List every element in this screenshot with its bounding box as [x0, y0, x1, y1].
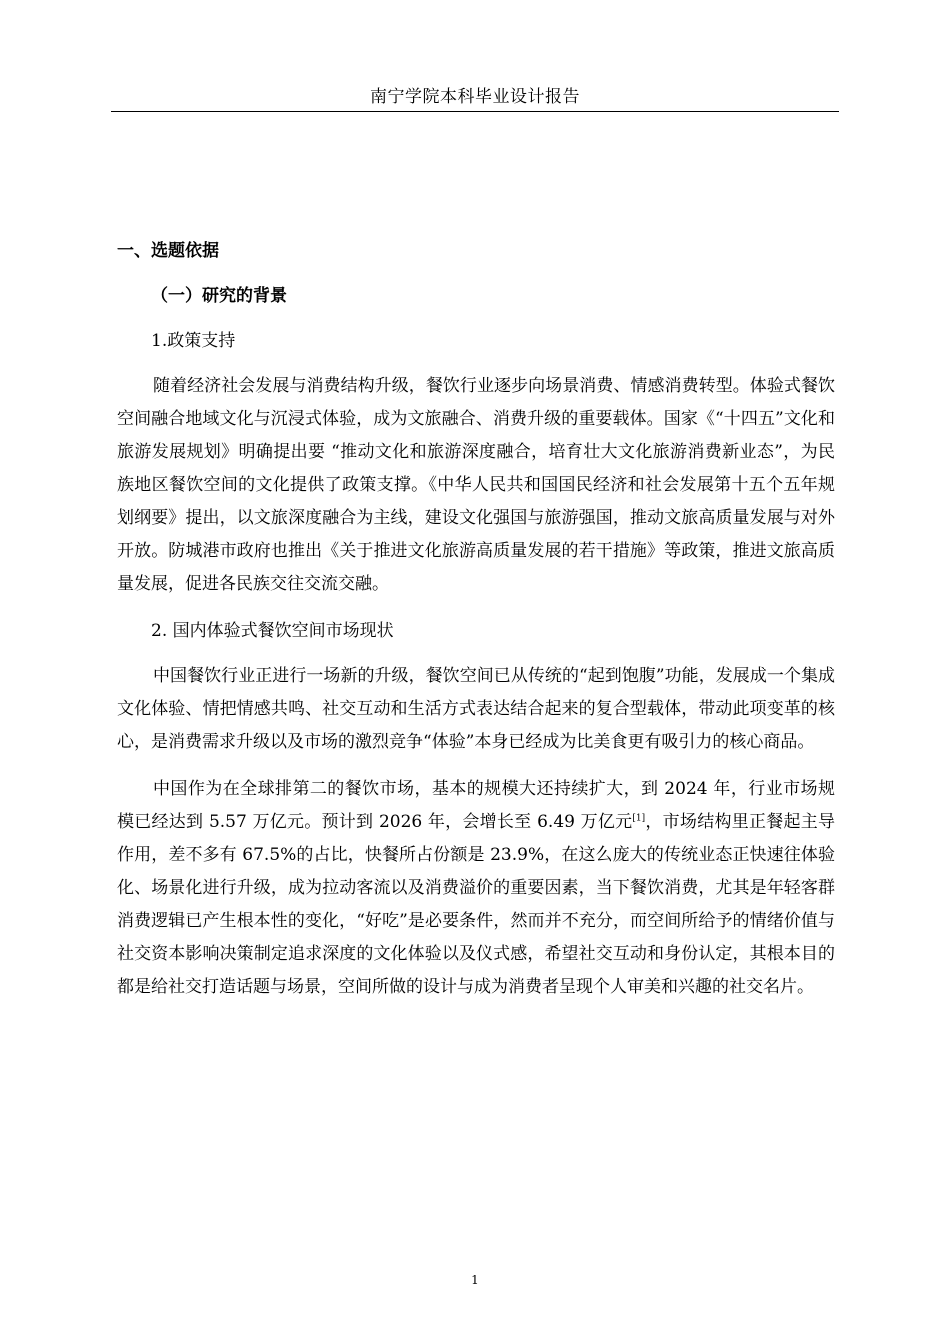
paragraph-policy: 随着经济社会发展与消费结构升级，餐饮行业逐步向场景消费、情感消费转型。体验式餐饮空间融合地域文化与沉浸式体验，成为文旅融合、消费升级的重要载体。国家《“十四五”文化和旅游发展规划》明确提出要 “推动文化和旅游深度融合，培育壮大文化旅游消费新业态”，为民族地区餐饮空间的文化提供了政策支撑。《中华人民共和国国民经济和社会发展第十五个五年规划纲要》提出，以文旅深度融合为主线，建设文化强国与旅游强国，推动文旅高质量发展与对外开放。防城港市政府也推出《关于推进文化旅游高质量发展的若干措施》等政策，推进文旅高质量发展，促进各民族交往交流交融。: [117, 376, 835, 594]
document-body: [117, 235, 835, 1004]
paragraph-market-1: 中国餐饮行业正进行一场新的升级，餐饮空间已从传统的“起到饱腹”功能，发展成一个集成文化体验、情把情感共鸣、社交互动和生活方式表达结合起来的复合型载体，带动此项变革的核心，是消费需求升级以及市场的激烈竞争“体验”本身已经成为比美食更有吸引力的核心商品。: [117, 666, 835, 752]
page-number: 1: [471, 1273, 479, 1287]
item-heading-policy: 1.政策支持: [151, 331, 236, 351]
header-divider: [111, 111, 839, 112]
item-heading-market: 2. 国内体验式餐饮空间市场现状: [151, 621, 394, 641]
paragraph-market-2-part1: 中国作为在全球排第二的餐饮市场，基本的规模大还持续扩大，到 2024 年，行业市场规模已经达到 5.57 万亿元。预计到 2026 年，会增长至 6.49 万亿元: [117, 779, 835, 832]
section-heading: 一、选题依据: [117, 241, 219, 261]
paragraph-market-2-part2: ，市场结构里正餐起主导作用，差不多有 67.5%的占比，快餐所占份额是 23.9%，在这么庞大的传统业态正快速往体验化、场景化进行升级，成为拉动客流以及消费溢价的重要因素，当下餐饮消费，尤其是年轻客群消费逻辑已产生根本性的变化，“好吃”是必要条件，然而并不充分，而空间所给予的情绪价值与社交资本影响决策制定追求深度的文化体验以及仪式感，希望社交互动和身份认定，其根本目的都是给社交打造话题与场景，空间所做的设计与成为消费者呈现个人审美和兴趣的社交名片。: [117, 812, 836, 997]
subsection-heading: （一）研究的背景: [151, 286, 287, 306]
citation-reference[interactable]: [1]: [632, 813, 646, 824]
paragraph-market-2: [117, 773, 835, 1004]
running-header: 南宁学院本科毕业设计报告: [370, 87, 580, 107]
